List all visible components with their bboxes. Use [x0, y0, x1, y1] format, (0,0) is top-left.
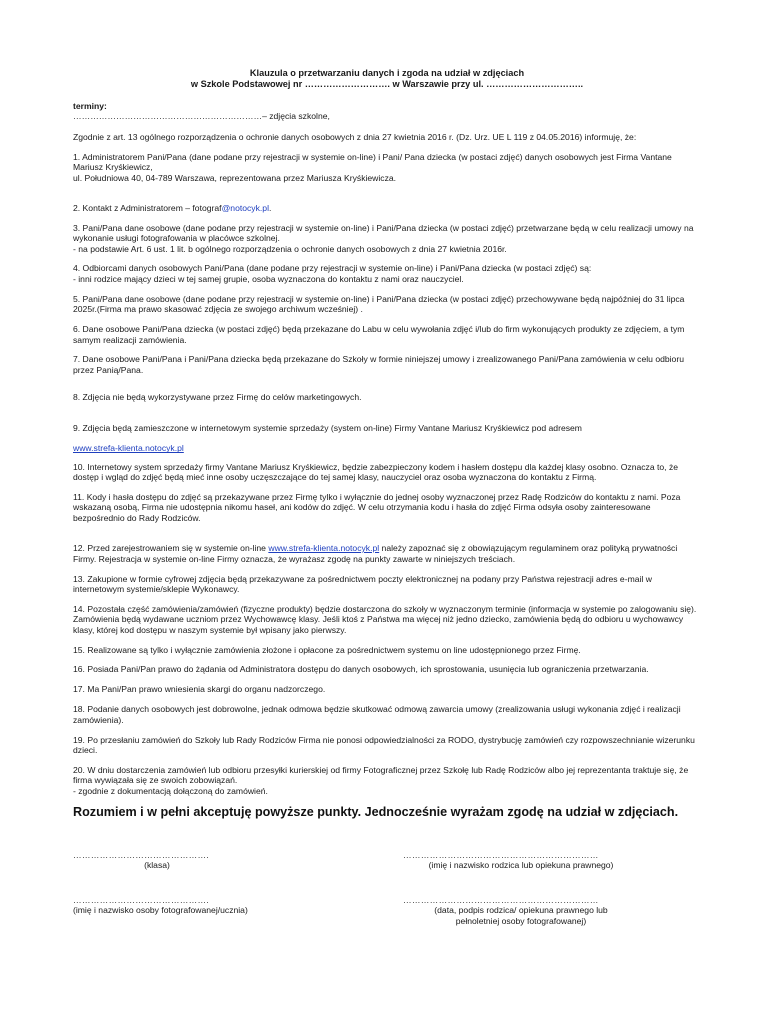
item-2-text: 2. Kontakt z Administratorem – fotograf — [73, 202, 222, 213]
title-line-1: Klauzula o przetwarzaniu danych i zgoda na udział w zdjęciach — [249, 68, 525, 78]
item-14: 14. Pozostała część zamówienia/zamówień (fizyczne produkty) będzie dostarczona do szkoły w wyznaczonym terminie (informacja w systemie po zalogowaniu się). Zamówienia będą wydawane uczniom przez Wychowawcę klasy. Jeśli ktoś z Państwa ma więcej niż jedno dziecko, zamówienia będą do odbioru u wychowawcy klasy, której kod dostępu w naszym systemie był wpisany jako pierwszy. — [73, 603, 697, 635]
item-9 — [73, 412, 701, 454]
item-2 — [73, 192, 701, 213]
item-15: 15. Realizowane są tylko i wyłącznie zamówienia złożone i opłacone za pośrednictwem systemu on line udostępnionego przez Firmę. — [73, 644, 581, 655]
strefa-klienta-link[interactable]: www.strefa-klienta.notocyk.pl — [73, 443, 184, 454]
item-3: 3. Pani/Pana dane osobowe (dane podane przy rejestracji w systemie on-line) i Pani/Pana dziecka (w postaci zdjęć) przetwarzane będą w celu realizacji umowy na wykonanie usługi fotografowania w placówce szkolnej. - na podstawie Art. 6 ust. 1 lit. b ogólnego rozporządzenia o ochronie danych osobowych z dnia 27 kwietnia 2016r. — [73, 222, 694, 254]
item-10: 10. Internetowy system sprzedaży firmy Vantane Mariusz Kryśkiewicz, będzie zabezpieczony kodem i hasłem dostępu dla każdej klasy osobno. Oznacza to, że dostęp i wgląd do zdjęć będą mieć inne osoby uczęszczające do tej samej klasy, nauczyciel oraz osoba wyznaczona do kontaktu z Firmą. — [73, 461, 679, 483]
parent-name-dotted-line: ………………………………………………………… — [403, 850, 599, 860]
student-name-caption: (imię i nazwisko osoby fotografowanej/ucznia) — [73, 905, 248, 916]
signature-parent-name — [403, 850, 639, 871]
parent-name-caption: (imię i nazwisko rodzica lub opiekuna prawnego) — [428, 860, 614, 871]
intro-paragraph: Zgodnie z art. 13 ogólnego rozporządzenia o ochronie danych osobowych z dnia 27 kwietnia 2016 r. (Dz. Urz. UE L 119 z 04.05.2016) informuję, że: — [73, 131, 637, 142]
terms-line: …………………………………………………………– zdjęcia szkolne, — [73, 111, 330, 122]
document-body — [73, 68, 701, 820]
signature-student-name — [73, 895, 303, 916]
item-8: 8. Zdjęcia nie będą wykorzystywane przez Firmę do celów marketingowych. — [73, 392, 362, 403]
item-7: 7. Dane osobowe Pani/Pana i Pani/Pana dziecka będą przekazane do Szkoły w formie niniejszej umowy i zrealizowanego Pani/Pana zamówienia w celu odbioru przez Panią/Pana. — [73, 354, 684, 375]
item-12-text-end: należy zapoznać się z obowiązującym regulaminem oraz polityką prywatności Firmy. Rejestracja w systemie on-line Firmy oznacza, że wyrażasz zgodę na punkty zawarte w niniejszych treściach. — [73, 543, 678, 564]
acceptance-statement: Rozumiem i w pełni akceptuję powyższe punkty. Jednocześnie wyrażam zgodę na udział w zdjęciach. — [73, 805, 679, 820]
item-11: 11. Kody i hasła dostępu do zdjęć są przekazywane przez Firmę tylko i wyłącznie do jednej osoby wyznaczonej przez Radę Rodziców do kontaktu z nami. Poza wskazaną osobą, Firma nie udostępnia nikomu haseł, ani kodów do zdjęć. W celu otrzymania kodu i hasła do zdjęć Firma odsyła osoby zainteresowane bezpośrednio do Rady Rodziców. — [73, 492, 681, 523]
item-6: 6. Dane osobowe Pani/Pana dziecka (w postaci zdjęć) będą przekazane do Labu w celu wywołania zdjęć i/lub do firm wykonujących produkty ze zdjęciem, a tym samym realizacji zamówienia. — [73, 324, 685, 345]
item-12 — [73, 533, 701, 564]
item-2-end: . — [268, 202, 272, 213]
item-13: 13. Zakupione w formie cyfrowej zdjęcia będą przekazywane za pośrednictwem poczty elektronicznej na podany przy Państwa rejestracji adres e-mail w internetowym systemie/sklepie Wykonawcy. — [73, 573, 652, 594]
class-dotted-line: ………………………………………. — [73, 850, 210, 860]
item-9-text: 9. Zdjęcia będą zamieszczone w internetowym systemie sprzedaży (system on-line) Firmy Vantane Mariusz Kryśkiewicz pod adresem — [73, 422, 582, 433]
signature-class — [73, 850, 241, 871]
date-sign-dotted-line: ………………………………………………………… — [403, 895, 599, 905]
item-5: 5. Pani/Pana dane osobowe (dane podane przy rejestracji w systemie on-line) i Pani/Pana dziecka (w postaci zdjęć) przechowywane będą najpóźniej do 31 lipca 2025r.(Firma ma prawo skasować zdjęcia ze swojego archiwum wcześniej) . — [73, 293, 685, 315]
item-18: 18. Podanie danych osobowych jest dobrowolne, jednak odmowa będzie skutkować odmową zawarcia umowy (zrealizowania usługi wykonania zdjęć i realizacji zamówienia). — [73, 704, 681, 725]
terms-label: terminy: — [73, 101, 107, 111]
item-17: 17. Ma Pani/Pan prawo wniesienia skargi do organu nadzorczego. — [73, 684, 326, 695]
item-20: 20. W dniu dostarczenia zamówień lub odbioru przesyłki kurierskiej od firmy Fotograficznej przez Szkołę lub Radę Rodziców albo jej reprezentanta traktuje się, że firma wywiązała się ze swoich zobowiązań. - zgodnie z dokumentacją dołączoną do zamówień. — [73, 764, 689, 796]
item-12-text: 12. Przed zarejestrowaniem się w systemie on-line — [73, 543, 269, 554]
item-16: 16. Posiada Pani/Pan prawo do żądania od Administratora dostępu do danych osobowych, ich sprostowania, usunięcia lub ograniczenia przetwarzania. — [73, 664, 649, 675]
item-19: 19. Po przesłaniu zamówień do Szkoły lub Rady Rodziców Firma nie ponosi odpowiedzialności za RODO, dystrybucję zamówień czy rozpowszechnianie wizerunku dzieci. — [73, 734, 695, 755]
strefa-klienta-link-2[interactable]: www.strefa-klienta.notocyk.pl — [268, 543, 380, 554]
item-1: 1. Administratorem Pani/Pana (dane podane przy rejestracji w systemie on-line) i Pani/ Pana dziecka (w postaci zdjęć) danych osobowych jest Firma Vantane Mariusz Kryśkiewicz, ul. Południowa 40, 04-789 Warszawa, reprezentowana przez Mariusza Kryśkiewicza. — [73, 151, 672, 183]
class-caption: (klasa) — [144, 860, 170, 871]
title-line-2: w Szkole Podstawowej nr ………………………. w Warszawie przy ul. ………………………….. — [190, 79, 584, 89]
date-sign-caption-line-1: (data, podpis rodzica/ opiekuna prawnego lub — [434, 905, 608, 916]
document-title — [73, 68, 701, 90]
date-sign-caption-line-2: pełnoletniej osoby fotografowanej) — [455, 915, 587, 926]
student-name-dotted-line: ………………………………………. — [73, 895, 210, 905]
signature-date-sign — [403, 895, 639, 926]
email-link[interactable]: @notocyk.pl — [221, 202, 269, 213]
item-4: 4. Odbiorcami danych osobowych Pani/Pana (dane podane przy rejestracji w systemie on-line) i Pani/Pana dziecka (w postaci zdjęć) są: - inni rodzice mający dzieci w tej samej grupie, osoba wyznaczona do kontaktu z nami oraz nauczyciel. — [73, 263, 592, 284]
